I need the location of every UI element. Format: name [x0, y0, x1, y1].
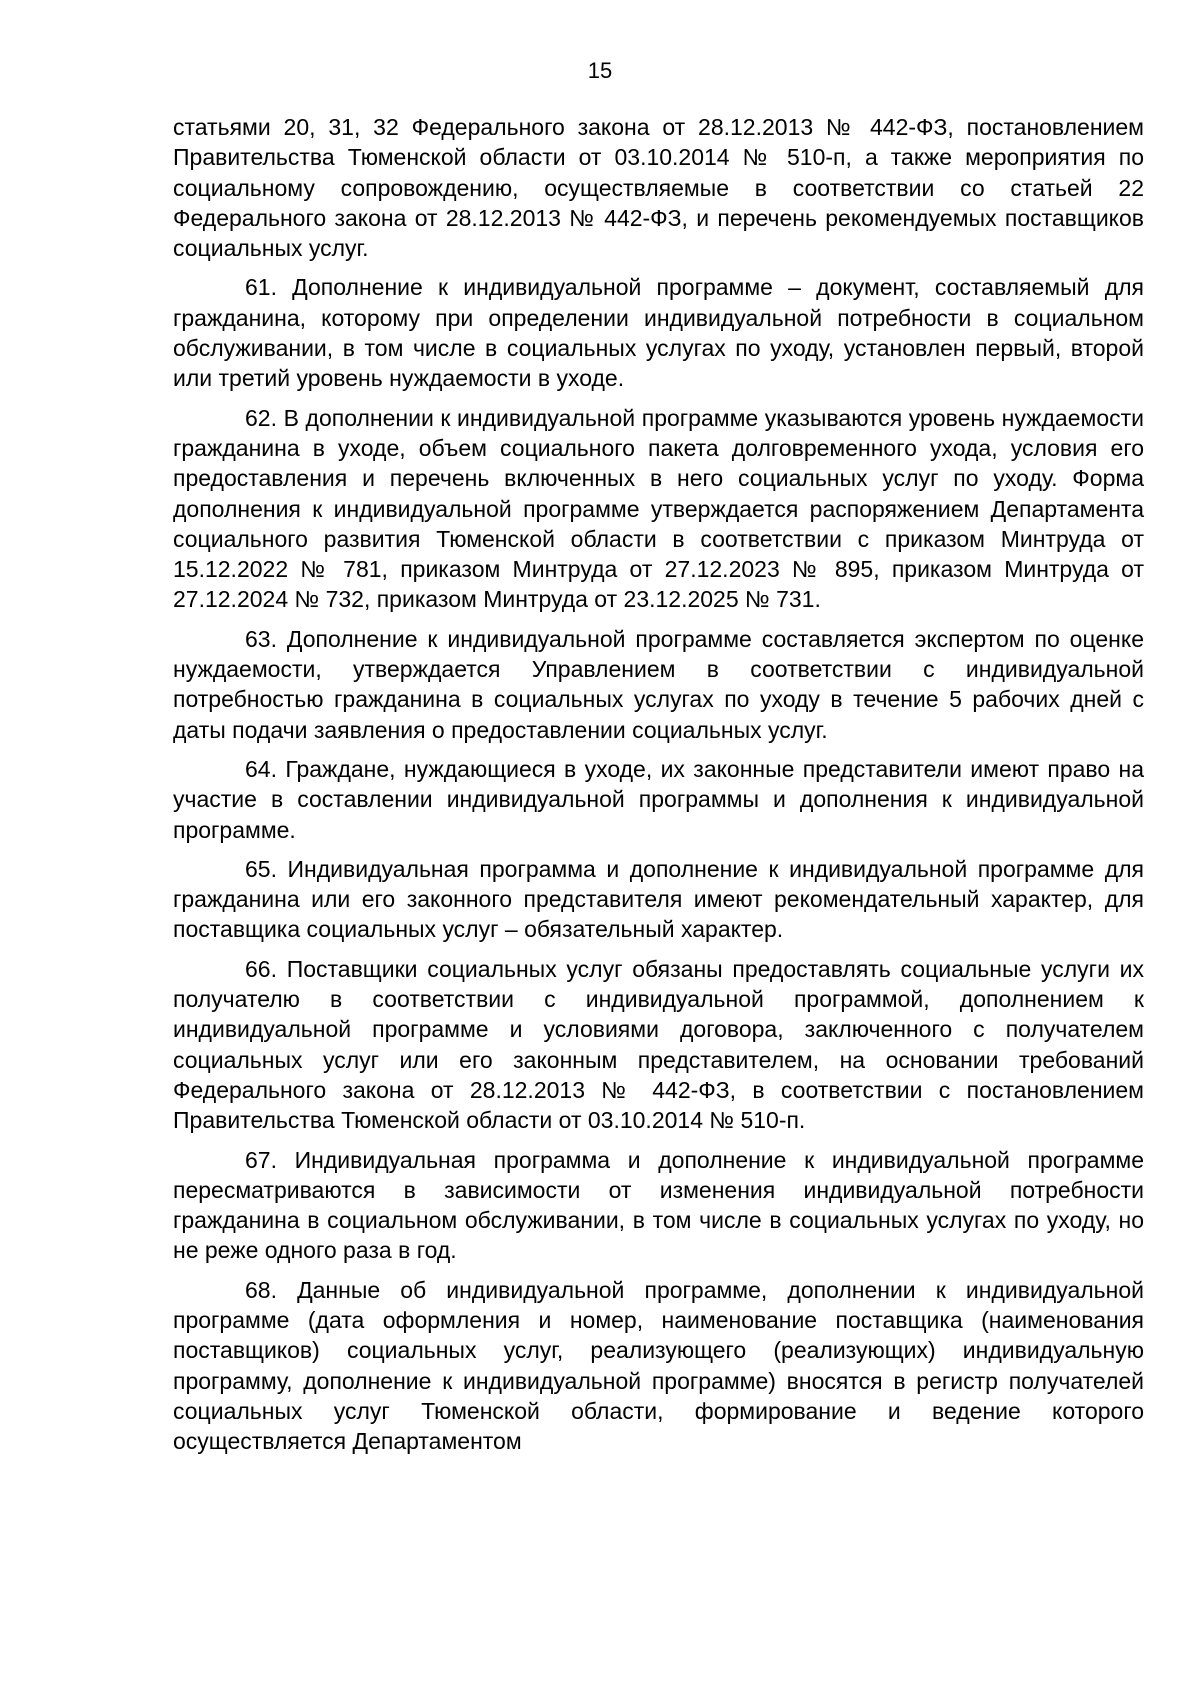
paragraph-61: 61. Дополнение к индивидуальной программе – документ, составляемый для гражданина, которому при определении индивидуальной потребности в социальном обслуживании, в том числе в социальных услугах по уходу, установлен первый, второй или третий уровень нуждаемости в уходе. — [173, 274, 1144, 392]
paragraph-62: 62. В дополнении к индивидуальной программе указываются уровень нуждаемости гражданина в уходе, объем социального пакета долговременного ухода, условия его предоставления и перечень включенных в него социальных услуг по уходу. Форма дополнения к индивидуальной программе утверждается распоряжением Департамента социального развития Тюменской области в соответствии с приказом Минтруда от 15.12.2022 № 781, приказом Минтруда от 27.12.2023 № 895, приказом Минтруда от 27.12.2024 № 732, приказом Минтруда от 23.12.2025 № 731. — [173, 404, 1144, 613]
paragraph-63: 63. Дополнение к индивидуальной программе составляется экспертом по оценке нуждаемости, утверждается Управлением в соответствии с индивидуальной потребностью гражданина в социальных услугах по уходу в течение 5 рабочих дней с даты подачи заявления о предоставлении социальных услуг. — [173, 625, 1144, 743]
paragraph-65: 65. Индивидуальная программа и дополнение к индивидуальной программе для гражданина или его законного представителя имеют рекомендательный характер, для поставщика социальных услуг – обязательный характер. — [173, 855, 1144, 943]
paragraph-66: 66. Поставщики социальных услуг обязаны предоставлять социальные услуги их получателю в соответствии с индивидуальной программой, дополнением к индивидуальной программе и условиями договора, заключенного с получателем социальных услуг или его законным представителем, на основании требований Федерального закона от 28.12.2013 № 442-ФЗ, в соответствии с постановлением Правительства Тюменской области от 03.10.2014 № 510-п. — [173, 955, 1144, 1134]
paragraph-67: 67. Индивидуальная программа и дополнение к индивидуальной программе пересматриваются в зависимости от изменения индивидуальной потребности гражданина в социальном обслуживании, в том числе в социальных услугах по уходу, но не реже одного раза в год. — [173, 1146, 1144, 1264]
paragraph-64: 64. Граждане, нуждающиеся в уходе, их законные представители имеют право на участие в составлении индивидуальной программы и дополнения к индивидуальной программе. — [173, 755, 1144, 843]
paragraph-continuation: статьями 20, 31, 32 Федерального закона от 28.12.2013 № 442-ФЗ, постановлением Правительства Тюменской области от 03.10.2014 № 510-п, а также мероприятия по социальному сопровождению, осуществляемые в соответствии со статьей 22 Федерального закона от 28.12.2013 № 442-ФЗ, и перечень рекомендуемых поставщиков социальных услуг. — [173, 114, 1144, 262]
paragraph-68: 68. Данные об индивидуальной программе, дополнении к индивидуальной программе (дата оформления и номер, наименование поставщика (наименования поставщиков) социальных услуг, реализующего (реализующих) индивидуальную программу, дополнение к индивидуальной программе) вносятся в регистр получателей социальных услуг Тюменской области, формирование и ведение которого осуществляется Департаментом — [173, 1276, 1144, 1455]
document-body — [173, 112, 1144, 1465]
page-number: 15 — [587, 58, 613, 83]
